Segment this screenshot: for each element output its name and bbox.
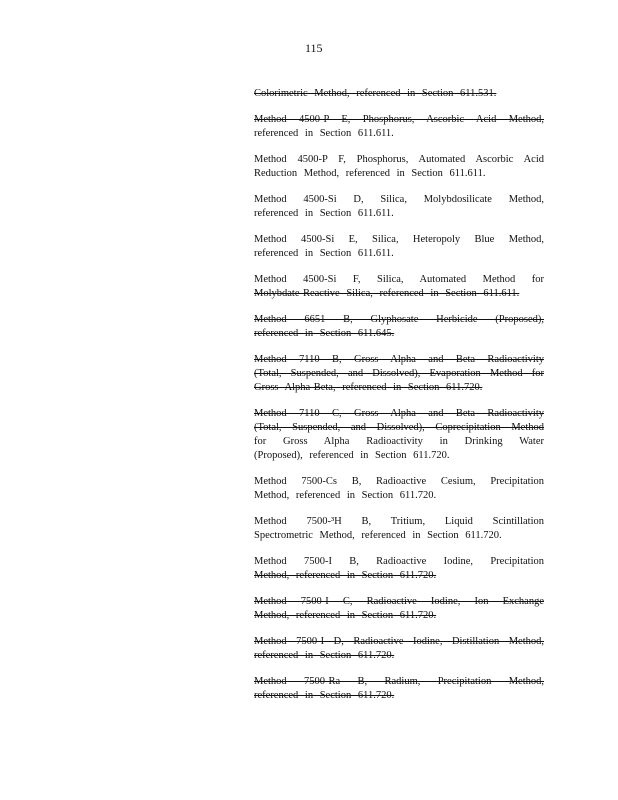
text-line: referenced in Section 611.611. (254, 128, 394, 139)
method-entry (254, 675, 544, 703)
method-entry (254, 515, 544, 543)
struck-text-line: Gross Alpha-Beta, referenced in Section 611.720. (254, 382, 483, 393)
struck-text-line: referenced in Section 611.645. (254, 328, 395, 339)
struck-text-line: Method 7500-I C, Radioactive Iodine, Ion Exchange (254, 596, 544, 607)
struck-text-line: Method, referenced in Section 611.720. (254, 570, 437, 581)
text-line: Method 4500-Si D, Silica, Molybdosilicate Method, (254, 194, 544, 205)
struck-text-line: (Total, Suspended, and Dissolved), Coprecipitation Method (254, 422, 544, 433)
struck-text-line: Method, referenced in Section 611.720. (254, 610, 437, 621)
page-number: 115 (305, 41, 323, 55)
method-entry (254, 273, 544, 301)
method-entry (254, 635, 544, 663)
struck-text-line: referenced in Section 611.720. (254, 690, 395, 701)
method-entry (254, 313, 544, 341)
struck-text-line: Molybdate-Reactive Silica, referenced in Section 611.611. (254, 288, 520, 299)
text-line: Method 4500-Si E, Silica, Heteropoly Blue Method, (254, 234, 544, 245)
text-line: Method 4500-Si F, Silica, Automated Method for (254, 274, 544, 285)
struck-text-line: Method 7110 C, Gross Alpha and Beta Radioactivity (254, 408, 544, 419)
method-entry (254, 353, 544, 395)
struck-text-line: Method 7500-I D, Radioactive Iodine, Distillation Method, (254, 636, 544, 647)
text-line: for Gross Alpha Radioactivity in Drinking Water (254, 436, 544, 447)
text-line: referenced in Section 611.611. (254, 248, 394, 259)
text-line: Method 7500-Cs B, Radioactive Cesium, Precipitation (254, 476, 544, 487)
struck-text-line: Method 6651 B, Glyphosate Herbicide (Proposed), (254, 314, 544, 325)
struck-text-line: referenced in Section 611.720. (254, 650, 395, 661)
text-line: Method 7500-I B, Radioactive Iodine, Precipitation (254, 556, 544, 567)
struck-text-line: (Total, Suspended, and Dissolved), Evaporation Method for (254, 368, 544, 379)
struck-text-line: Colorimetric Method, referenced in Section 611.531. (254, 88, 497, 99)
method-entry (254, 233, 544, 261)
text-line: Reduction Method, referenced in Section 611.611. (254, 168, 486, 179)
struck-text-line: Method 7110 B, Gross Alpha and Beta Radioactivity (254, 354, 544, 365)
method-entry (254, 193, 544, 221)
method-entry (254, 475, 544, 503)
method-entry (254, 153, 544, 181)
method-entry (254, 555, 544, 583)
method-entry (254, 407, 544, 463)
text-line: Method 4500-P F, Phosphorus, Automated Ascorbic Acid (254, 154, 544, 165)
reference-list (254, 87, 544, 715)
text-line: (Proposed), referenced in Section 611.720. (254, 450, 450, 461)
struck-text-line: Method 4500-P E, Phosphorus, Ascorbic Acid Method, (254, 114, 544, 125)
text-line: referenced in Section 611.611. (254, 208, 394, 219)
text-line: Spectrometric Method, referenced in Section 611.720. (254, 530, 502, 541)
method-entry (254, 595, 544, 623)
method-entry (254, 87, 544, 101)
text-line: Method, referenced in Section 611.720. (254, 490, 437, 501)
struck-text-line: Method 7500-Ra B, Radium, Precipitation Method, (254, 676, 544, 687)
method-entry (254, 113, 544, 141)
text-line: Method 7500-³H B, Tritium, Liquid Scintillation (254, 516, 544, 527)
